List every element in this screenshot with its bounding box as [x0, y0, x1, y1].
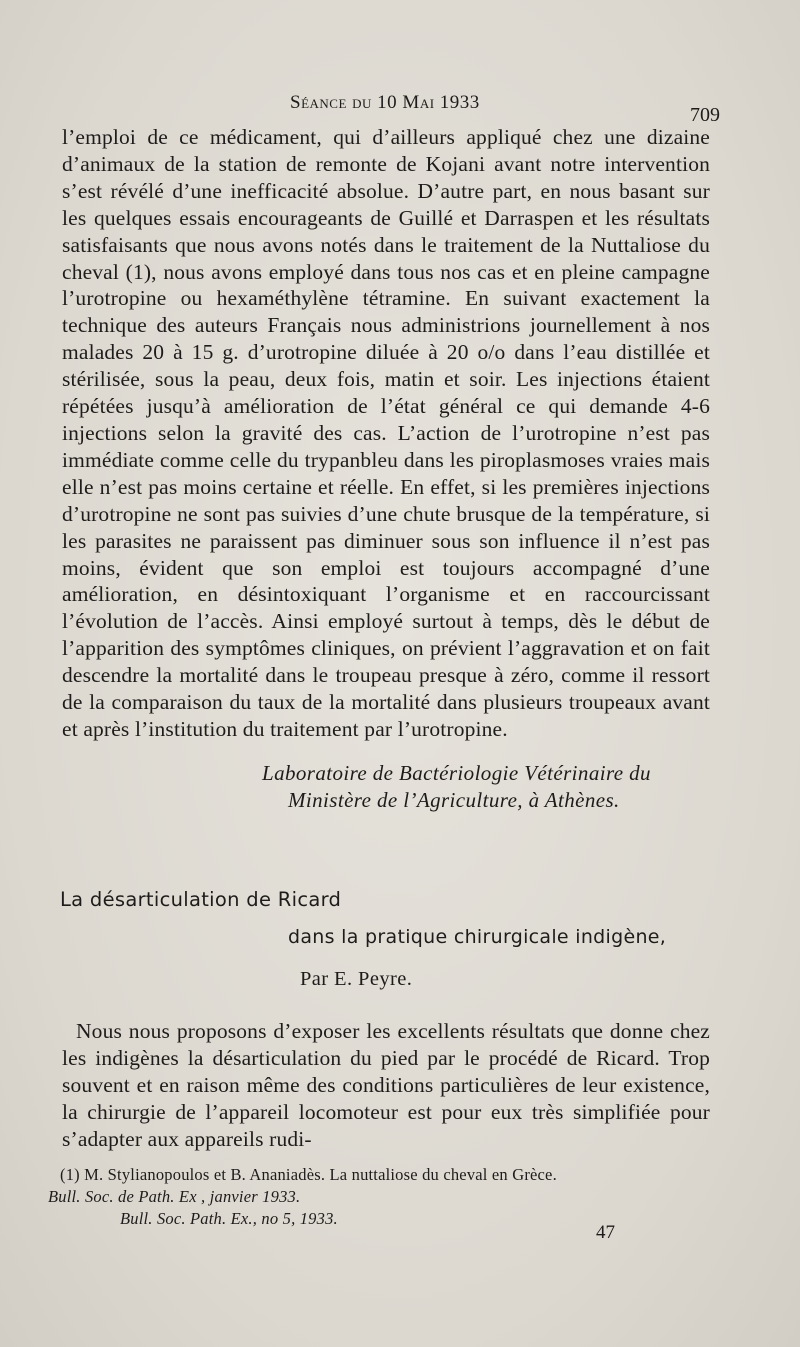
signature-line-1: Laboratoire de Bactériologie Vétérinaire du [262, 761, 651, 785]
article-subtitle: dans la pratique chirurgicale indigène, [288, 926, 667, 948]
article-author: Par E. Peyre. [300, 968, 413, 990]
article-title: La désarticulation de Ricard [60, 888, 342, 911]
printer-signature-mark: 47 [596, 1222, 615, 1243]
page-number: 709 [690, 104, 720, 126]
footnote-1-line-2: Bull. Soc. de Path. Ex , janvier 1933. [48, 1187, 301, 1206]
institution-signature [262, 760, 651, 814]
footnote-2: Bull. Soc. Path. Ex., no 5, 1933. [120, 1209, 338, 1228]
body-text [62, 124, 710, 743]
footnotes [48, 1164, 713, 1230]
body-paragraph: l’emploi de ce médicament, qui d’ailleurs appliqué chez une dizaine d’animaux de la station de remonte de Kojani avant notre intervention s’est révélé d’une inefficacité absolue. D’autre part, en nous basant sur les quelques essais encourageants de Guillé et Darraspen et les résultats satisfaisants que nous avons notés dans le traitement de la Nuttaliose du cheval (1), nous avons employé dans tous nos cas et en pleine campagne l’urotropine ou hexaméthylène tétramine. En suivant exactement la technique des auteurs Français nous administrions journellement à nos malades 20 à 15 g. d’urotropine diluée à 20 o/o dans l’eau distillée et stérilisée, sous la peau, deux fois, matin et soir. Les injections étaient répétées jusqu’à amélioration de l’état général ce qui demande 4-6 injections selon la gravité des cas. L’action de l’urotropine n’est pas immédiate comme celle du trypanbleu dans les piroplasmoses vraies mais elle n’est pas moins certaine et réelle. En effet, si les premières injections d’urotropine ne sont pas suivies d’une chute brusque de la température, si les parasites ne paraissent pas diminuer sous son influence il n’est pas moins, évident que son emploi est toujours accompagné d’une amélioration, en désintoxiquant l’organisme et en raccourcissant l’évolution de l’accès. Ainsi employé surtout à temps, dès le début de l’apparition des symptômes cliniques, on prévient l’aggravation et on fait descendre la mortalité dans le troupeau presque à zéro, comme il ressort de la comparaison du taux de la mortalité dans plusieurs troupeaux avant et après l’institution du traitement par l’urotropine. [62, 125, 710, 741]
signature-line-2: Ministère de l’Agriculture, à Athènes. [288, 788, 620, 812]
article-body [62, 1018, 710, 1153]
article-paragraph: Nous nous proposons d’exposer les excellents résultats que donne chez les indigènes la désarticulation du pied par le procédé de Ricard. Trop souvent et en raison même des conditions particulières de leur existence, la chirurgie de l’appareil locomoteur est pour eux très simplifiée pour s’adapter aux appareils rudi- [62, 1019, 710, 1151]
running-head: Séance du 10 Mai 1933 [290, 92, 480, 113]
footnote-1-line-1: (1) M. Stylianopoulos et B. Ananiadès. La nuttaliose du cheval en Grèce. [60, 1165, 557, 1184]
